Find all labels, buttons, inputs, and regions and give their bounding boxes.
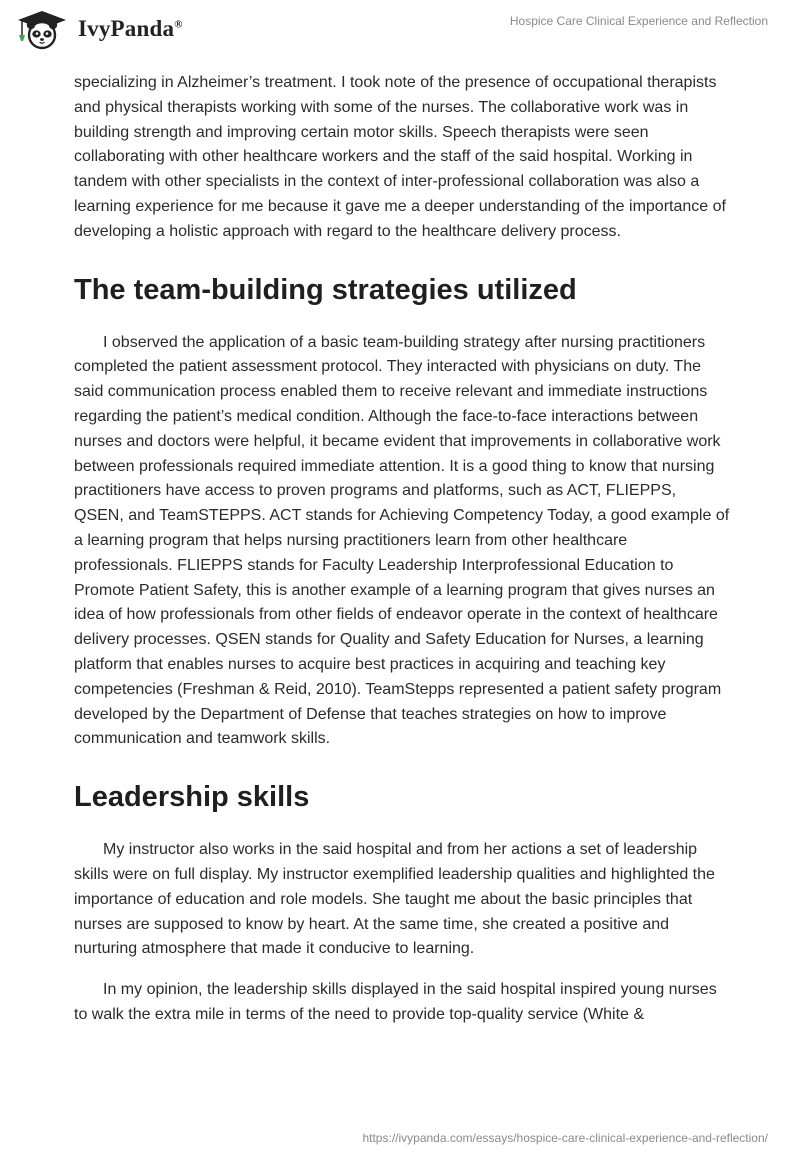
leadership-paragraph-2: In my opinion, the leadership skills displayed in the said hospital inspired young nurses to walk the extra mile in terms of the need to provide top-quality service (White & [74, 981, 717, 1023]
page-header [0, 0, 800, 60]
brand-name: IvyPanda® [78, 16, 183, 41]
leadership-paragraph-1: My instructor also works in the said hospital and from her actions a set of leadership skills were on full display. My instructor exemplified leadership qualities and highlighted the importance of education and role models. She taught me about the basic principles that nurses are supposed to know by heart. At the same time, she created a positive and nurturing atmosphere that made it conducive to learning. [74, 841, 715, 958]
document-title: Hospice Care Clinical Experience and Reflection [509, 14, 768, 28]
source-url[interactable]: https://ivypanda.com/essays/hospice-care-clinical-experience-and-reflection/ [362, 1131, 768, 1145]
section-heading-team-building: The team-building strategies utilized [74, 273, 577, 306]
intro-paragraph: specializing in Alzheimer’s treatment. I took note of the presence of occupational therapists and physical therapists working with some of the nurses. The collaborative work was in building strength and improving certain motor skills. Speech therapists were seen collaborating with other healthcare workers and the staff of the said hospital. Working in tandem with other specialists in the context of inter-professional collaboration was also a learning experience for me because it gave me a deeper understanding of the importance of developing a holistic approach with regard to the healthcare delivery process. [74, 74, 726, 240]
essay-content [74, 71, 730, 1044]
section-heading-leadership-skills: Leadership skills [74, 781, 310, 814]
team-building-paragraph: I observed the application of a basic team-building strategy after nursing practitioners completed the patient assessment protocol. They interacted with physicians on duty. The said communication process enabled them to receive relevant and immediate instructions regarding the patient’s medical condition. Although the face-to-face interactions between nurses and doctors were helpful, it became evident that improvements in collaborative work between professionals required immediate attention. It is a good thing to know that nursing practitioners have access to proven programs and platforms, such as ACT, FLIEPPS, QSEN, and TeamSTEPPS. ACT stands for Achieving Competency Today, a good example of a learning program that helps nursing practitioners learn from other healthcare professionals. FLIEPPS stands for Faculty Leadership Interprofessional Education to Promote Patient Safety, this is another example of a learning program that gives nurses an idea of how professionals from other fields of endeavor operate in the context of healthcare delivery processes. QSEN stands for Quality and Safety Education for Nurses, a learning platform that enables nurses to acquire best practices in acquiring and teaching key competencies (Freshman & Reid, 2010). TeamStepps represented a patient safety program developed by the Department of Defense that teaches strategies on how to improve communication and teamwork skills. [74, 333, 730, 748]
brand-logo[interactable] [14, 8, 183, 50]
panda-graduate-icon [14, 8, 72, 50]
